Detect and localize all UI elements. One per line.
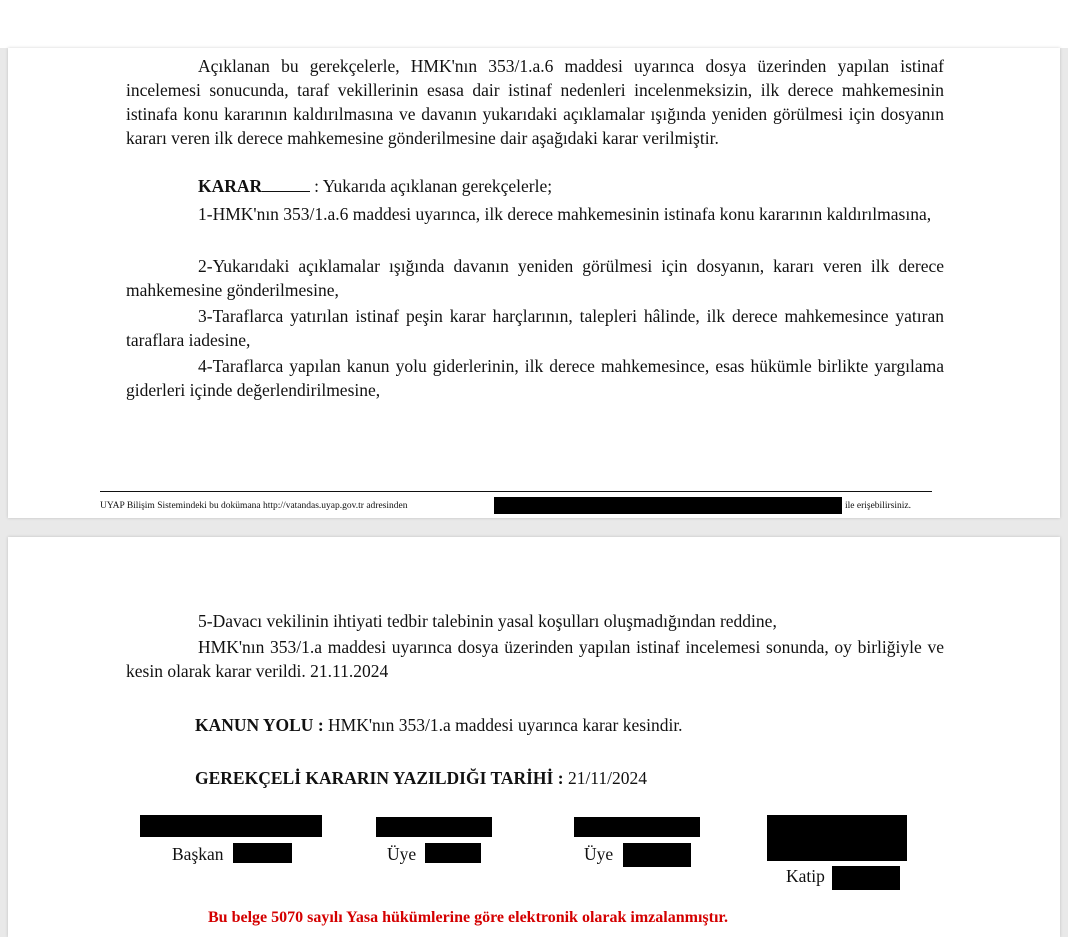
footer-divider <box>100 491 932 492</box>
redacted-block <box>767 815 907 861</box>
top-band <box>0 0 1068 48</box>
decision-item-1: 1-HMK'nın 353/1.a.6 maddesi uyarınca, ilk derece mahkemesinin istinafa konu kararının kaldırılmasına, <box>198 204 932 224</box>
footer-uyap-text: UYAP Bilişim Sistemindeki bu dokümana http://vatandas.uyap.gov.tr adresinden <box>100 501 408 511</box>
redacted-block <box>623 843 691 867</box>
signature-uye-1: Üye <box>387 844 417 864</box>
redacted-block <box>140 815 322 837</box>
kanun-yolu-line <box>195 713 683 737</box>
gerekce-date-line <box>195 766 647 790</box>
electronic-signature-notice: Bu belge 5070 sayılı Yasa hükümlerine göre elektronik olarak imzalanmıştır. <box>208 909 729 926</box>
karar-heading-line <box>198 174 552 198</box>
signature-uye-2: Üye <box>584 844 614 864</box>
decision-item-4: 4-Taraflarca yapılan kanun yolu giderlerinin, ilk derece mahkemesince, esas hükümle birlikte yargılama giderleri içinde değerlendirilmesine, <box>126 356 944 400</box>
redacted-block <box>574 817 700 837</box>
decision-item-2: 2-Yukarıdaki açıklamalar ışığında davanın yeniden görülmesi için dosyanın, kararı veren ilk derece mahkemesine gönderilmesine, <box>126 256 944 300</box>
document-page-2 <box>8 537 1060 937</box>
footer-access-text: ile erişebilirsiniz. <box>845 501 911 511</box>
gerekce-label: GEREKÇELİ KARARIN YAZILDIĞI TARİHİ : <box>195 768 564 788</box>
decision-item-3: 3-Taraflarca yatırılan istinaf peşin karar harçlarının, talepleri hâlinde, ilk derece mahkemesince yatıran taraflara iadesine, <box>126 306 944 350</box>
signature-katip: Katip <box>786 866 825 886</box>
decision-item-5: 5-Davacı vekilinin ihtiyati tedbir talebinin yasal koşulları oluşmadığından reddine, <box>198 611 777 631</box>
redacted-block <box>832 866 900 890</box>
redacted-block <box>494 497 842 514</box>
gerekce-date: 21/11/2024 <box>567 768 648 788</box>
karar-underline <box>262 177 310 192</box>
document-page-1 <box>8 48 1060 518</box>
signature-baskan: Başkan <box>172 844 224 864</box>
redacted-block <box>233 843 292 863</box>
kanun-yolu-label: KANUN YOLU : <box>195 715 324 735</box>
closing-paragraph: HMK'nın 353/1.a maddesi uyarınca dosya üzerinden yapılan istinaf incelemesi sonunda, oy birliğiyle ve kesin olarak karar verildi. 21.11.2024 <box>126 637 944 681</box>
redacted-block <box>425 843 481 863</box>
reasoning-paragraph: Açıklanan bu gerekçelerle, HMK'nın 353/1.a.6 maddesi uyarınca dosya üzerinden yapılan istinaf incelemesi sonucunda, taraf vekillerinin esasa dair istinaf nedenleri incelenmeksizin, ilk derece mahkemesinin istinafa konu kararının kaldırılmasına ve davanın yukarıdaki açıklamalar ışığında yeniden görülmesi için dosyanın kararı veren ilk derece mahkemesine gönderilmesine dair aşağıdaki karar verilmiştir. <box>126 56 944 148</box>
karar-intro: : Yukarıda açıklanan gerekçelerle; <box>314 176 553 196</box>
kanun-yolu-text: HMK'nın 353/1.a maddesi uyarınca karar kesindir. <box>328 715 683 735</box>
karar-heading: KARAR <box>198 176 263 196</box>
redacted-block <box>376 817 492 837</box>
